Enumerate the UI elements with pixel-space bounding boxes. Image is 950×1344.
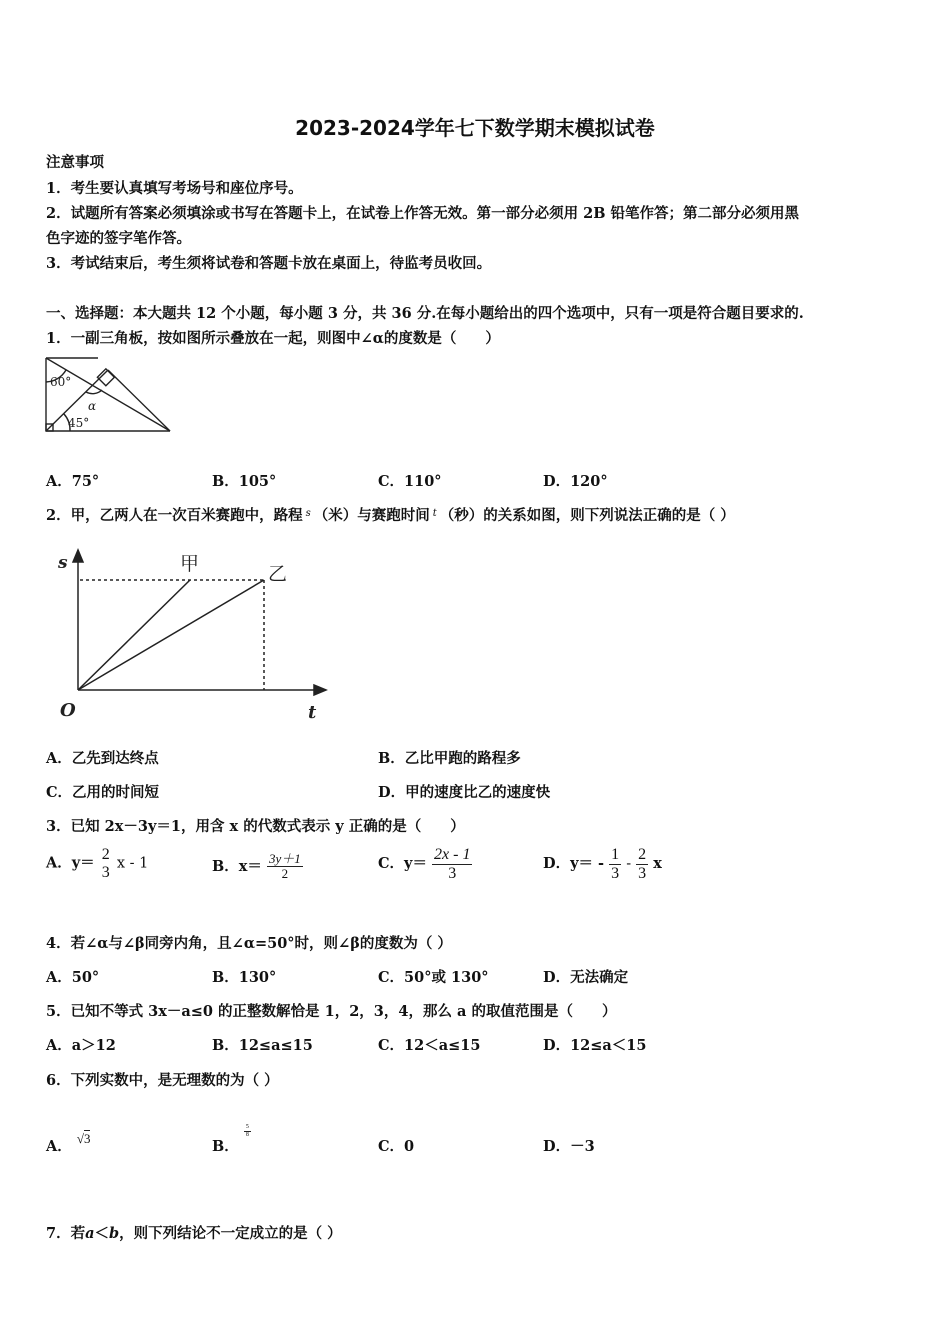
q6-b-den: 8 <box>245 1131 249 1138</box>
q3-a-num: 2 <box>101 846 110 863</box>
q2-stem-part1: 2．甲，乙两人在一次百米赛跑中，路程 <box>46 507 303 524</box>
q7-var-a: a <box>85 1225 95 1242</box>
q2-graph-label-t: t <box>308 702 317 723</box>
q2-graph-label-yi: 乙 <box>268 563 288 585</box>
notice-item-2: 2．试题所有答案必须填涂或书写在答题卡上，在试卷上作答无效。第一部分必须用 2B 铅笔作答；第二部分必须用黑 <box>46 205 800 222</box>
q3-d-prefix: D．y＝ - <box>543 855 605 873</box>
q4-stem: 4．若∠α与∠β同旁内角，且∠α=50°时，则∠β的度数为（ ） <box>46 935 452 952</box>
q1-option-c[interactable]: C．110° <box>378 473 442 490</box>
q3-b-prefix: B．x＝ <box>212 857 262 875</box>
q6-option-d[interactable]: D．－3 <box>543 1138 595 1155</box>
q4-option-a[interactable]: A．50° <box>46 969 100 986</box>
q1-fig-arc-alpha <box>86 390 102 394</box>
q4-option-c[interactable]: C．50°或 130° <box>378 969 489 986</box>
q6-a-radicand: 3 <box>83 1131 91 1146</box>
q7-stem-part2: ，则下列结论不一定成立的是（ ） <box>119 1225 342 1242</box>
notice-heading: 注意事项 <box>46 154 104 171</box>
q2-graph-y-arrow <box>73 550 83 562</box>
q4-option-d[interactable]: D．无法确定 <box>543 969 629 986</box>
q1-fig-hypotenuse-30-60 <box>46 358 170 431</box>
q3-d-fraction-2 <box>636 846 648 882</box>
q3-c-prefix: C．y＝ <box>378 855 427 873</box>
q3-d-den1: 3 <box>611 864 620 882</box>
q1-stem: 1．一副三角板，按如图所示叠放在一起，则图中∠α的度数是（ ） <box>46 330 500 347</box>
q5-option-a[interactable]: A．a＞12 <box>46 1037 116 1054</box>
notice-item-3: 3．考试结束后，考生须将试卷和答题卡放在桌面上，待监考员收回。 <box>46 255 492 272</box>
q2-option-b[interactable]: B．乙比甲跑的路程多 <box>378 750 521 767</box>
q3-d-fraction-1 <box>609 846 621 882</box>
q7-stem-part1: 7．若 <box>46 1225 86 1242</box>
notice-item-1: 1．考生要认真填写考场号和座位序号。 <box>46 180 303 197</box>
q6-option-b[interactable] <box>212 1123 251 1156</box>
q6-b-num: 5 <box>245 1123 249 1130</box>
q3-c-fraction <box>432 846 472 882</box>
q6-option-c[interactable]: C．0 <box>378 1138 415 1155</box>
q3-a-fraction <box>100 846 112 881</box>
q2-graph-line-yi <box>78 580 264 690</box>
q3-a-den: 3 <box>101 863 110 881</box>
notice-item-2-cont: 色字迹的签字笔作答。 <box>46 230 191 247</box>
q3-option-c[interactable] <box>378 846 472 882</box>
q7-var-b: b <box>109 1225 120 1242</box>
q6-stem: 6．下列实数中，是无理数的为（ ） <box>46 1072 279 1089</box>
section-heading: 一、选择题：本大题共 12 个小题，每小题 3 分，共 36 分.在每小题给出的四个选项中，只有一项是符合题目要求的. <box>46 305 804 322</box>
q7-stem <box>46 1222 342 1243</box>
page-title: 2023-2024学年七下数学期末模拟试卷 <box>295 116 655 140</box>
q6-a-sqrt <box>77 1131 91 1146</box>
q4-option-b[interactable]: B．130° <box>212 969 277 986</box>
q2-stem <box>46 504 735 525</box>
q3-d-den2: 3 <box>638 864 647 882</box>
q6-a-label: A． <box>46 1138 72 1155</box>
q3-option-b[interactable] <box>212 852 303 882</box>
q3-c-den: 3 <box>432 864 472 883</box>
q2-race-graph <box>52 544 342 726</box>
q1-option-b[interactable]: B．105° <box>212 473 277 490</box>
q2-option-d[interactable]: D．甲的速度比乙的速度快 <box>378 784 551 801</box>
q2-var-t: t <box>432 508 437 519</box>
q1-fig-label-alpha: α <box>88 399 97 413</box>
q2-graph-label-jia: 甲 <box>180 553 200 575</box>
q2-option-a[interactable]: A．乙先到达终点 <box>46 750 159 767</box>
q2-graph-label-s: s <box>58 553 68 573</box>
q1-option-a[interactable]: A．75° <box>46 473 100 490</box>
q3-b-num: 3y＋1 <box>268 851 301 866</box>
q6-b-label: B． <box>212 1138 239 1155</box>
q5-option-d[interactable]: D．12≤a＜15 <box>543 1037 647 1054</box>
q6-b-fraction <box>244 1124 251 1138</box>
q3-b-fraction <box>267 852 303 882</box>
q5-option-b[interactable]: B．12≤a≤15 <box>212 1037 313 1054</box>
sqrt-icon: √ <box>76 1131 84 1146</box>
q3-option-a[interactable] <box>46 846 148 881</box>
q3-c-num: 2x - 1 <box>434 846 471 863</box>
q3-d-minus: - <box>626 856 632 873</box>
q1-fig-label-60: 60° <box>50 375 72 389</box>
q3-option-d[interactable] <box>543 846 662 882</box>
q3-b-den: 2 <box>267 866 303 881</box>
q1-fig-label-45: 45° <box>68 416 90 430</box>
q3-d-suffix: x <box>653 855 662 873</box>
q3-stem: 3．已知 2x－3y＝1，用含 x 的代数式表示 y 正确的是（ ） <box>46 818 465 835</box>
q2-var-s: s <box>305 508 311 519</box>
q1-triangle-figure <box>40 352 180 438</box>
q2-graph-label-origin: O <box>60 700 76 721</box>
q5-option-c[interactable]: C．12＜a≤15 <box>378 1037 481 1054</box>
q2-graph-line-jia <box>78 580 190 690</box>
q2-graph-x-arrow <box>314 685 326 695</box>
q3-d-num2: 2 <box>638 846 647 863</box>
q3-a-prefix: A．y＝ <box>46 854 95 872</box>
q2-stem-part3: （秒）的关系如图，则下列说法正确的是（ ） <box>439 507 735 524</box>
q5-stem: 5．已知不等式 3x－a≤0 的正整数解恰是 1，2，3，4，那么 a 的取值范围是（ ） <box>46 1003 617 1020</box>
q3-d-num1: 1 <box>611 846 620 863</box>
q2-option-c[interactable]: C．乙用的时间短 <box>46 784 160 801</box>
q7-lt: ＜ <box>94 1225 109 1242</box>
q1-option-d[interactable]: D．120° <box>543 473 608 490</box>
q6-option-a[interactable] <box>46 1131 91 1156</box>
q3-a-suffix: x - 1 <box>116 855 149 872</box>
q2-stem-part2: （米）与赛跑时间 <box>313 507 430 524</box>
